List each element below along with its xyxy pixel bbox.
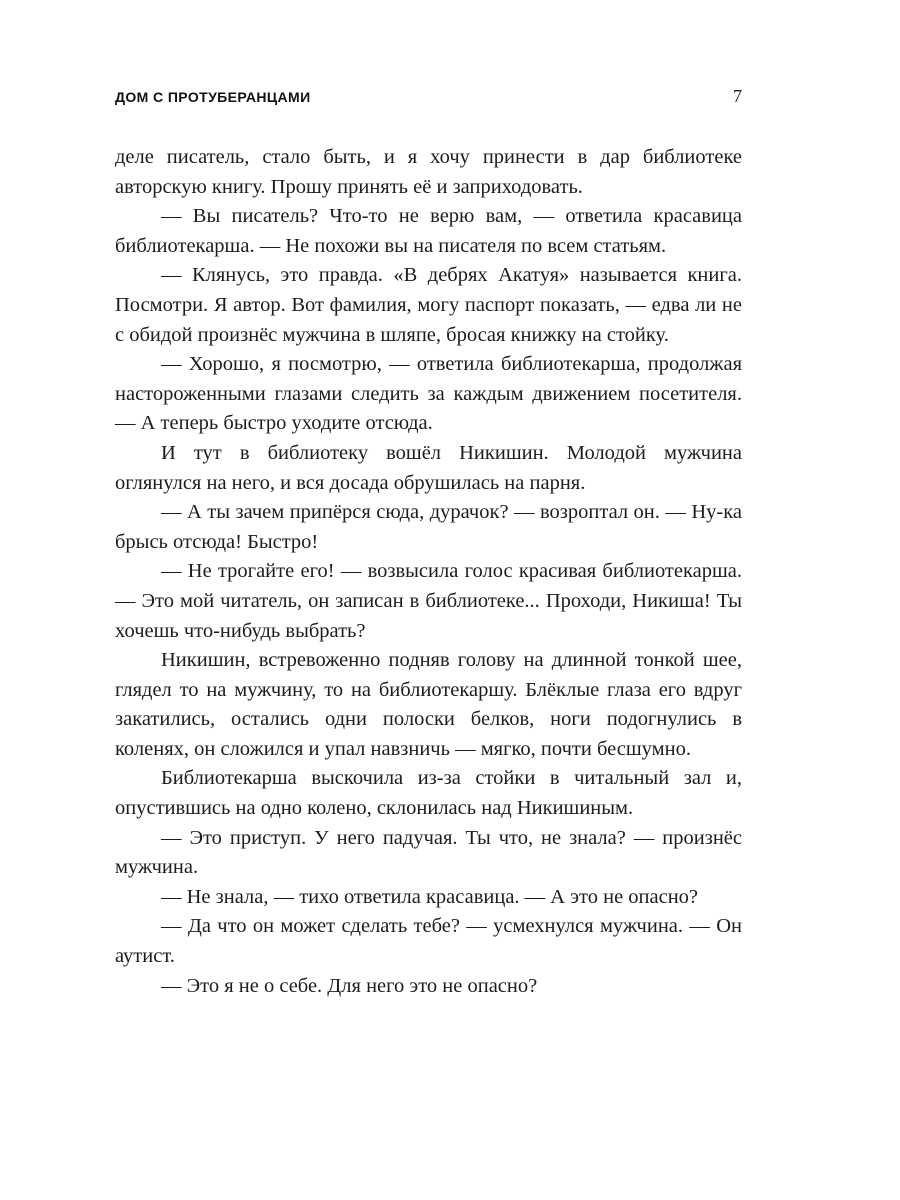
running-title: ДОМ С ПРОТУБЕРАНЦАМИ: [115, 89, 311, 105]
page-number: 7: [733, 86, 742, 106]
paragraph: деле писатель, стало быть, и я хочу принести в дар библиотеке авторскую книгу. Прошу принять её и заприходовать.: [115, 146, 742, 198]
paragraph: — Вы писатель? Что-то не верю вам, — ответила красавица библиотекарша. — Не похожи вы на писателя по всем статьям.: [115, 205, 742, 257]
paragraph: — Не знала, — тихо ответила красавица. — А это не опасно?: [161, 885, 699, 908]
paragraph: — Да что он может сделать тебе? — усмехнулся мужчина. — Он аутист.: [115, 915, 742, 968]
page-header: [115, 86, 742, 107]
paragraph: — Не трогайте его! — возвысила голос красивая библиотекарша. — Это мой читатель, он записан в библиотеке... Проходи, Никиша! Ты хочешь что-нибудь выбрать?: [115, 560, 742, 642]
paragraph: — Клянусь, это правда. «В дебрях Акатуя» называется книга. Посмотри. Я автор. Вот фамилия, могу паспорт показать, — едва ли не с обидой произнёс мужчина в шляпе, бросая книжку на стойку.: [115, 264, 742, 346]
paragraph: — Это приступ. У него падучая. Ты что, не знала? — произнёс мужчина.: [115, 826, 742, 879]
page-body: [115, 143, 742, 1001]
paragraph: — А ты зачем припёрся сюда, дурачок? — возроптал он. — Ну-ка брысь отсюда! Быстро!: [115, 501, 742, 553]
paragraph: И тут в библиотеку вошёл Никишин. Молодой мужчина оглянулся на него, и вся досада обрушилась на парня.: [115, 441, 742, 494]
paragraph: — Это я не о себе. Для него это не опасно?: [161, 974, 538, 997]
paragraph: Никишин, встревоженно подняв голову на длинной тонкой шее, глядел то на мужчину, то на библиотекаршу. Блёклые глаза его вдруг закатились, остались одни полоски белков, ноги подогнулись в коленях, он сложился и упал навзничь — мягко, почти бесшумно.: [115, 649, 742, 760]
paragraph: Библиотекарша выскочила из-за стойки в читальный зал и, опустившись на одно колено, склонилась над Никишиным.: [115, 767, 742, 820]
paragraph: — Хорошо, я посмотрю, — ответила библиотекарша, продолжая настороженными глазами следить за каждым движением посетителя. — А теперь быстро уходите отсюда.: [115, 353, 742, 435]
